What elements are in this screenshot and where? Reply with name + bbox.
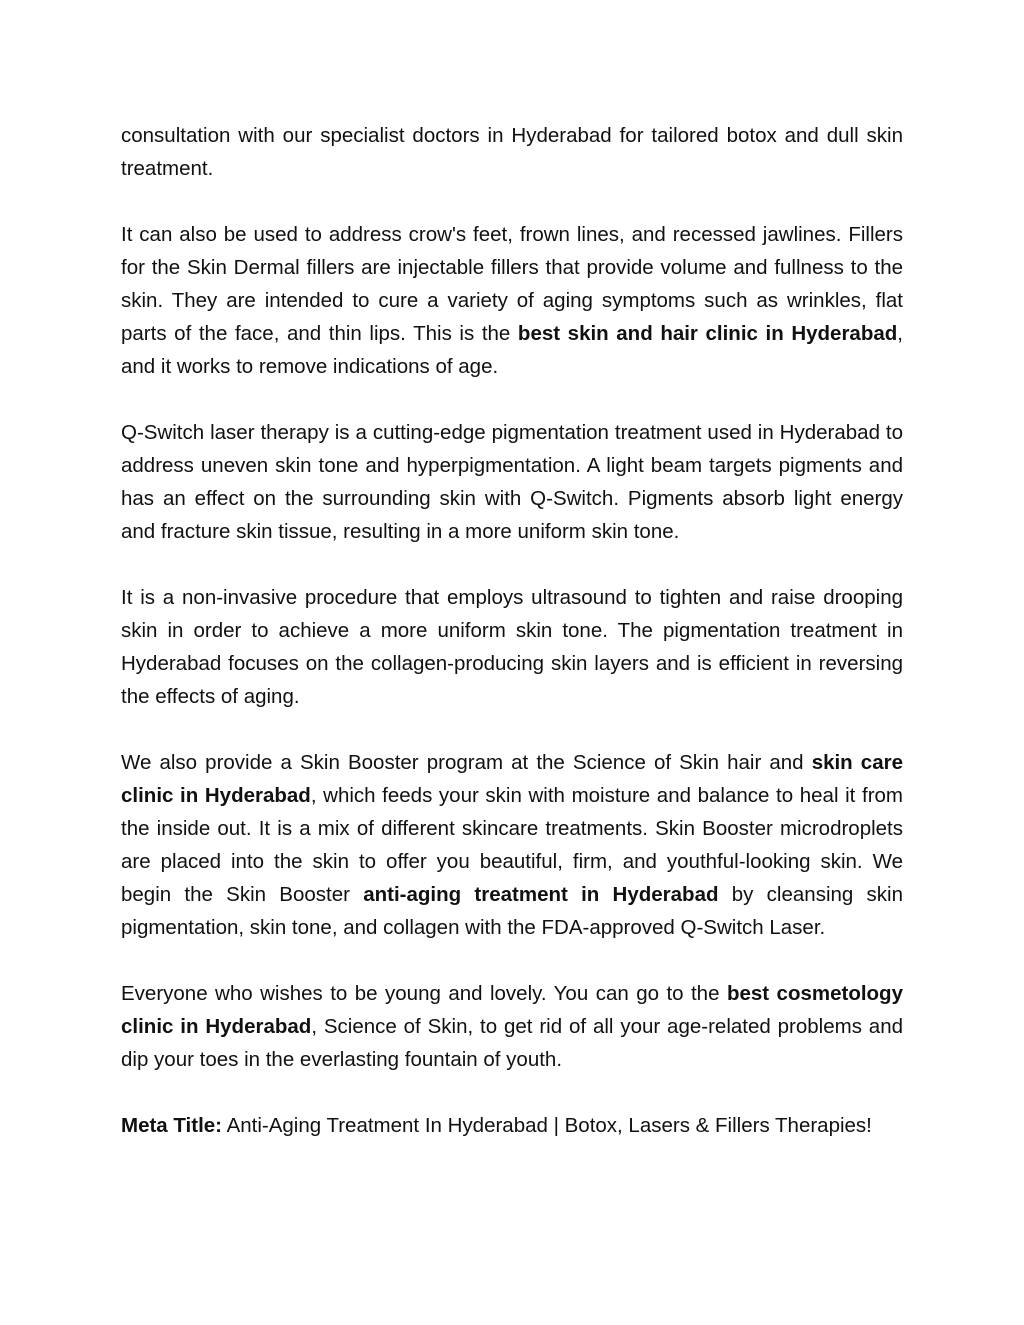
- keyword-best-skin-hair-clinic: best skin and hair clinic in Hyderabad: [517, 322, 898, 345]
- paragraph-consultation: [121, 119, 903, 185]
- paragraph-q-switch: [121, 416, 903, 548]
- paragraph-cosmetology: [121, 977, 903, 1076]
- text-span: We also provide a Skin Booster program at the Science of Skin hair and: [121, 751, 812, 774]
- keyword-best-cosmetology-clinic: best cosmetology clinic in Hyderabad: [121, 982, 903, 1038]
- paragraph-skin-booster: [121, 746, 903, 944]
- text-span: It can also be used to address crow's feet, frown lines, and recessed jawlines. Fillers for the Skin Dermal fillers are injectable fillers that provide volume and fullness to the skin. They are intended to cure a variety of aging symptoms such as wrinkles, flat parts of the face, and thin lips. This is the: [121, 223, 903, 345]
- paragraph-fillers: [121, 218, 903, 383]
- paragraph-meta-title: [121, 1109, 903, 1142]
- meta-title-value: Anti-Aging Treatment In Hyderabad | Botox, Lasers & Fillers Therapies!: [222, 1114, 872, 1137]
- text-span: , and it works to remove indications of age.: [121, 322, 903, 378]
- text-span: , which feeds your skin with moisture and balance to heal it from the inside out. It is a mix of different skincare treatments. Skin Booster microdroplets are placed into the skin to offer you beautiful, firm, and youthful-looking skin. We begin the Skin Booster: [121, 784, 903, 906]
- text-span: Q-Switch laser therapy is a cutting-edge pigmentation treatment used in Hyderabad to address uneven skin tone and hyperpigmentation. A light beam targets pigments and has an effect on the surrounding skin with Q-Switch. Pigments absorb light energy and fracture skin tissue, resulting in a more uniform skin tone.: [121, 421, 903, 543]
- text-span: , Science of Skin, to get rid of all your age-related problems and dip your toes in the everlasting fountain of youth.: [121, 1015, 904, 1071]
- keyword-skin-care-clinic: skin care clinic in Hyderabad: [121, 751, 903, 807]
- paragraph-ultrasound: [121, 581, 903, 713]
- text-span: Everyone who wishes to be young and lovely. You can go to the: [121, 982, 727, 1005]
- text-span: It is a non-invasive procedure that employs ultrasound to tighten and raise drooping skin in order to achieve a more uniform skin tone. The pigmentation treatment in Hyderabad focuses on the collagen-producing skin layers and is efficient in reversing the effects of aging.: [121, 586, 903, 708]
- text-span: consultation with our specialist doctors in Hyderabad for tailored botox and dull skin treatment.: [121, 124, 903, 180]
- keyword-anti-aging-treatment: anti-aging treatment in Hyderabad: [363, 883, 719, 906]
- document-page: [121, 119, 903, 1175]
- meta-title-label: Meta Title:: [121, 1114, 222, 1137]
- text-span: by cleansing skin pigmentation, skin tone, and collagen with the FDA-approved Q-Switch Laser.: [121, 883, 904, 939]
